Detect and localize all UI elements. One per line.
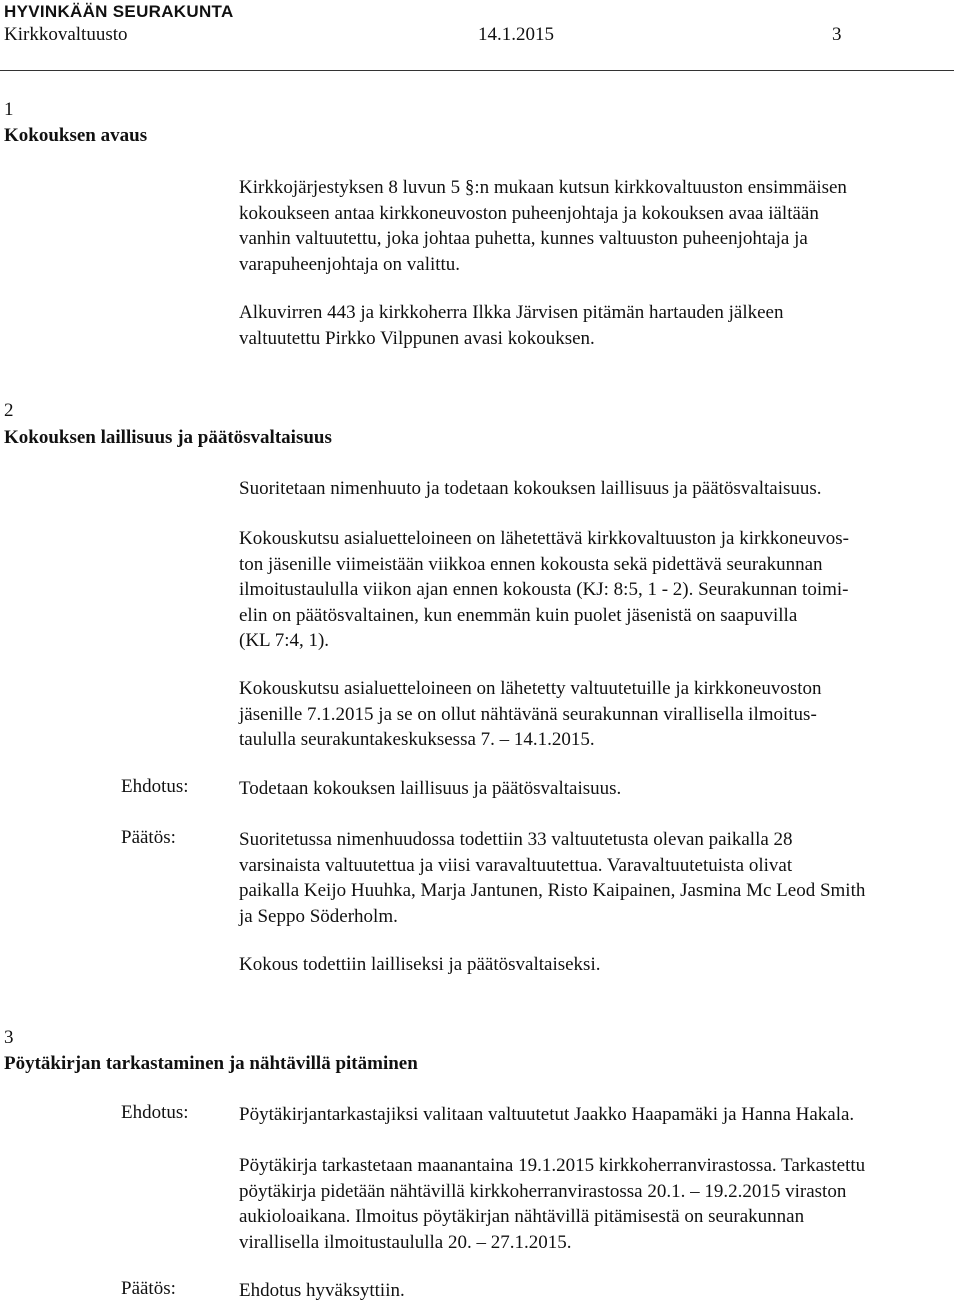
section-number: 3: [4, 1027, 14, 1048]
proposal-text: [239, 1153, 959, 1255]
text-line: taululla seurakuntakeskuksessa 7. – 14.1.2015.: [239, 729, 595, 750]
paragraph: [239, 526, 959, 654]
text-line: Suoritetaan nimenhuuto ja todetaan kokouksen laillisuus ja päätösvaltaisuus.: [239, 478, 822, 499]
text-line: kokoukseen antaa kirkkoneuvoston puheenjohtaja ja kokouksen avaa iältään: [239, 202, 819, 224]
text-line: pöytäkirja pidetään nähtävillä kirkkoherranvirastossa 20.1. – 19.2.2015 viraston: [239, 1180, 847, 1202]
text-line: ton jäsenille viimeistään viikkoa ennen kokousta sekä pidettävä seurakunnan: [239, 553, 823, 575]
text-line: ilmoitustaululla viikon ajan ennen kokousta (KJ: 8:5, 1 - 2). Seurakunnan toimi-: [239, 579, 849, 600]
text-line: Kokous todettiin lailliseksi ja päätösvaltaiseksi.: [239, 954, 601, 975]
page-number: 3: [832, 24, 842, 45]
text-line: valtuutettu Pirkko Vilppunen avasi kokouksen.: [239, 327, 595, 349]
text-line: Pöytäkirjantarkastajiksi valitaan valtuutetut Jaakko Haapamäki ja Hanna Hakala.: [239, 1104, 855, 1125]
decision-text: [239, 1278, 959, 1304]
decision-label: Päätös:: [121, 1278, 176, 1299]
proposal-text: [239, 1102, 959, 1128]
text-line: vanhin valtuutettu, joka johtaa puhetta, kunnes valtuuston puheenjohtaja ja: [239, 228, 808, 249]
section-title: Kokouksen avaus: [4, 125, 148, 146]
paragraph: [239, 300, 959, 351]
section-number: 2: [4, 400, 14, 421]
text-line: Todetaan kokouksen laillisuus ja päätösvaltaisuus.: [239, 778, 622, 799]
section-title: Pöytäkirjan tarkastaminen ja nähtävillä pitäminen: [4, 1053, 418, 1074]
proposal-text: [239, 776, 959, 802]
text-line: Kirkkojärjestyksen 8 luvun 5 §:n mukaan kutsun kirkkovaltuuston ensimmäisen: [239, 177, 847, 198]
decision-label: Päätös:: [121, 827, 176, 848]
decision-text: [239, 952, 959, 978]
text-line: ja Seppo Söderholm.: [239, 905, 398, 927]
proposal-label: Ehdotus:: [121, 776, 189, 797]
text-line: virallisella ilmoitustaululla 20. – 27.1.2015.: [239, 1231, 572, 1253]
text-line: Pöytäkirja tarkastetaan maanantaina 19.1.2015 kirkkoherranvirastossa. Tarkastettu: [239, 1155, 866, 1176]
text-line: aukioloaikana. Ilmoitus pöytäkirjan nähtävillä pitämisestä on seurakunnan: [239, 1206, 805, 1227]
meeting-date: 14.1.2015: [478, 24, 554, 45]
paragraph: [239, 476, 959, 502]
text-line: varsinaista valtuutettua ja viisi varavaltuutettua. Varavaltuutetuista olivat: [239, 854, 793, 876]
text-line: Ehdotus hyväksyttiin.: [239, 1280, 405, 1301]
text-line: Alkuvirren 443 ja kirkkoherra Ilkka Järvisen pitämän hartauden jälkeen: [239, 302, 784, 323]
paragraph: [239, 676, 959, 753]
proposal-label: Ehdotus:: [121, 1102, 189, 1123]
section-title: Kokouksen laillisuus ja päätösvaltaisuus: [4, 427, 332, 448]
text-line: varapuheenjohtaja on valittu.: [239, 253, 461, 275]
header-divider: [0, 70, 954, 71]
organization-name: HYVINKÄÄN SEURAKUNTA: [4, 2, 234, 21]
paragraph: [239, 175, 959, 277]
text-line: jäsenille 7.1.2015 ja se on ollut nähtävänä seurakunnan virallisella ilmoitus-: [239, 703, 817, 725]
text-line: Kokouskutsu asialuetteloineen on lähetettävä kirkkovaltuuston ja kirkkoneuvos-: [239, 528, 849, 549]
body-name: Kirkkovaltuusto: [4, 24, 128, 45]
text-line: Kokouskutsu asialuetteloineen on lähetetty valtuutetuille ja kirkkoneuvoston: [239, 678, 822, 699]
text-line: Suoritetussa nimenhuudossa todettiin 33 valtuutetusta olevan paikalla 28: [239, 829, 793, 850]
section-number: 1: [4, 99, 14, 120]
text-line: (KL 7:4, 1).: [239, 630, 330, 651]
decision-text: [239, 827, 959, 929]
text-line: elin on päätösvaltainen, kun enemmän kuin puolet jäsenistä on saapuvilla: [239, 604, 798, 626]
text-line: paikalla Keijo Huuhka, Marja Jantunen, Risto Kaipainen, Jasmina Mc Leod Smith: [239, 880, 866, 901]
